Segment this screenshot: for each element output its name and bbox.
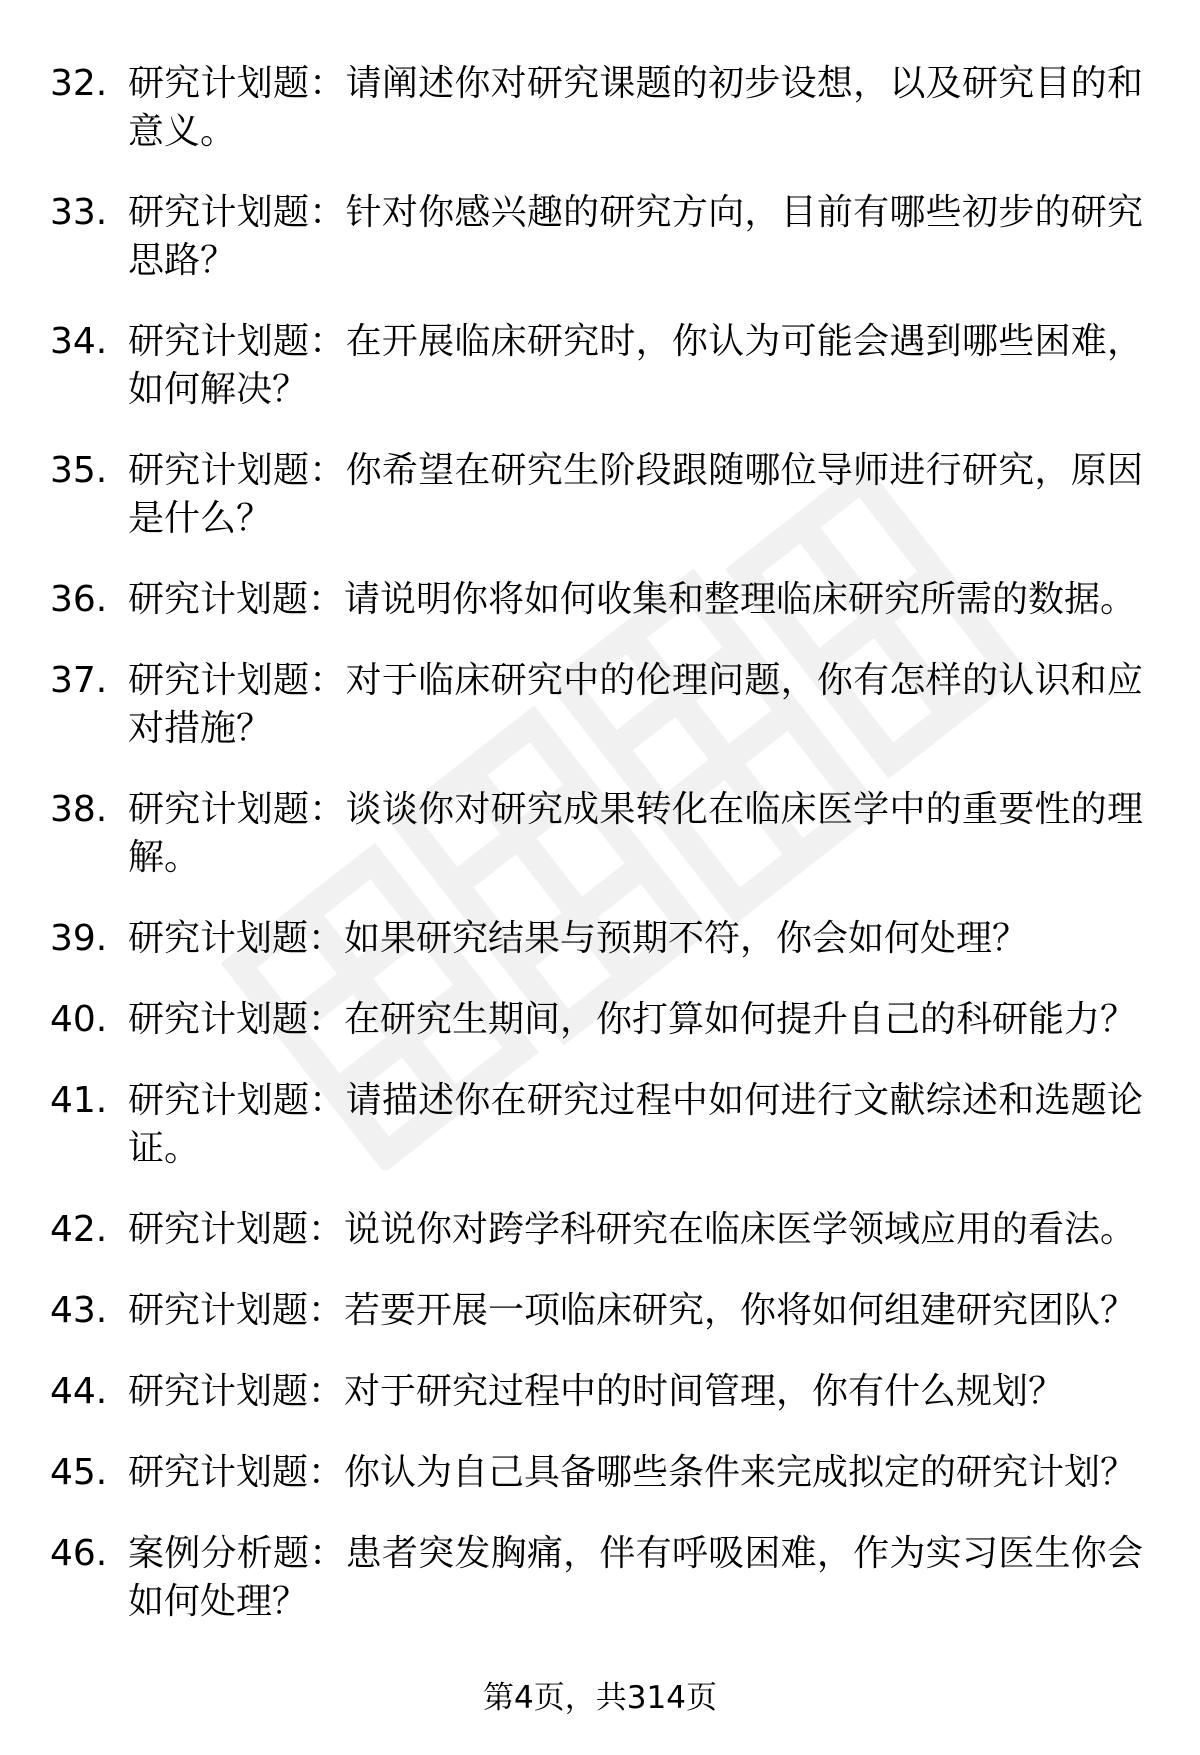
question-category: 研究计划题: [128, 999, 309, 1040]
question-category: 研究计划题: [128, 192, 310, 233]
question-text: 在研究生期间，你打算如何提升自己的科研能力？: [344, 999, 1137, 1040]
question-text: 若要开展一项临床研究，你将如何组建研究团队？: [344, 1290, 1137, 1331]
question-number: 38.: [50, 789, 108, 830]
question-item: [50, 1530, 1150, 1626]
question-number: 35.: [50, 450, 108, 491]
question-separator: ：: [308, 1290, 345, 1331]
question-number: 33.: [50, 192, 108, 233]
question-number: 44.: [50, 1371, 108, 1412]
question-separator: ：: [308, 1371, 345, 1412]
question-list: [50, 60, 1150, 1659]
question-number: 45.: [50, 1452, 108, 1493]
question-category: 研究计划题: [128, 1080, 310, 1121]
question-text: 请说明你将如何收集和整理临床研究所需的数据。: [344, 579, 1137, 620]
question-text: 患者突发胸痛，伴有呼吸困难，作为实习医生你会如何处理？: [128, 1533, 1143, 1622]
question-body: [128, 189, 1143, 285]
question-body: [128, 60, 1143, 156]
question-text: 请阐述你对研究课题的初步设想，以及研究目的和意义。: [128, 63, 1143, 152]
question-body: [128, 1077, 1143, 1173]
question-separator: ：: [308, 1209, 345, 1250]
question-text: 对于临床研究中的伦理问题，你有怎样的认识和应对措施？: [128, 660, 1143, 749]
question-separator: ：: [309, 789, 346, 830]
question-category: 研究计划题: [128, 1452, 309, 1493]
question-body: [128, 657, 1143, 753]
question-text: 你认为自己具备哪些条件来完成拟定的研究计划？: [344, 1452, 1137, 1493]
question-category: 研究计划题: [128, 63, 310, 104]
question-item: [50, 1368, 1150, 1416]
question-body: [128, 1368, 1143, 1416]
question-text: 在开展临床研究时，你认为可能会遇到哪些困难，如何解决？: [128, 321, 1143, 410]
question-body: [128, 1449, 1143, 1497]
question-number: 43.: [50, 1290, 108, 1331]
question-number: 40.: [50, 999, 108, 1040]
question-separator: ：: [309, 63, 346, 104]
question-number: 32.: [50, 63, 108, 104]
question-text: 如果研究结果与预期不符，你会如何处理？: [344, 918, 1029, 959]
question-separator: ：: [309, 192, 346, 233]
question-text: 针对你感兴趣的研究方向，目前有哪些初步的研究思路？: [128, 192, 1143, 281]
question-separator: ：: [309, 321, 346, 362]
question-number: 41.: [50, 1080, 108, 1121]
question-text: 说说你对跨学科研究在临床医学领域应用的看法。: [344, 1209, 1137, 1250]
question-item: [50, 318, 1150, 414]
question-body: [128, 576, 1143, 624]
question-body: [128, 447, 1143, 543]
question-category: 研究计划题: [128, 789, 310, 830]
question-body: [128, 1206, 1143, 1254]
question-category: 研究计划题: [128, 918, 309, 959]
question-separator: ：: [309, 1533, 346, 1574]
question-separator: ：: [308, 999, 345, 1040]
question-item: [50, 786, 1150, 882]
question-separator: ：: [308, 918, 345, 959]
question-number: 42.: [50, 1209, 108, 1250]
question-item: [50, 189, 1150, 285]
question-item: [50, 447, 1150, 543]
question-body: [128, 996, 1143, 1044]
question-text: 谈谈你对研究成果转化在临床医学中的重要性的理解。: [128, 789, 1143, 878]
question-category: 研究计划题: [128, 660, 310, 701]
question-number: 39.: [50, 918, 108, 959]
question-category: 研究计划题: [128, 1290, 309, 1331]
question-number: 36.: [50, 579, 108, 620]
question-category: 研究计划题: [128, 321, 310, 362]
question-separator: ：: [309, 1080, 346, 1121]
question-item: [50, 996, 1150, 1044]
question-category: 研究计划题: [128, 1371, 309, 1412]
question-body: [128, 318, 1143, 414]
question-number: 34.: [50, 321, 108, 362]
question-item: [50, 657, 1150, 753]
question-item: [50, 1206, 1150, 1254]
question-item: [50, 1077, 1150, 1173]
page-number-footer: 第4页，共314页: [483, 1680, 717, 1716]
question-category: 研究计划题: [128, 450, 310, 491]
question-category: 案例分析题: [128, 1533, 310, 1574]
question-item: [50, 60, 1150, 156]
question-item: [50, 1449, 1150, 1497]
question-body: [128, 1287, 1143, 1335]
question-separator: ：: [309, 660, 346, 701]
question-separator: ：: [308, 1452, 345, 1493]
question-item: [50, 915, 1150, 963]
question-separator: ：: [309, 450, 346, 491]
question-text: 你希望在研究生阶段跟随哪位导师进行研究，原因是什么？: [128, 450, 1143, 539]
question-text: 对于研究过程中的时间管理，你有什么规划？: [344, 1371, 1065, 1412]
question-body: [128, 1530, 1143, 1626]
question-item: [50, 576, 1150, 624]
question-body: [128, 786, 1143, 882]
question-category: 研究计划题: [128, 1209, 309, 1250]
question-number: 46.: [50, 1533, 108, 1574]
question-body: [128, 915, 1143, 963]
question-separator: ：: [308, 579, 345, 620]
question-text: 请描述你在研究过程中如何进行文献综述和选题论证。: [128, 1080, 1143, 1169]
question-item: [50, 1287, 1150, 1335]
question-category: 研究计划题: [128, 579, 309, 620]
question-number: 37.: [50, 660, 108, 701]
